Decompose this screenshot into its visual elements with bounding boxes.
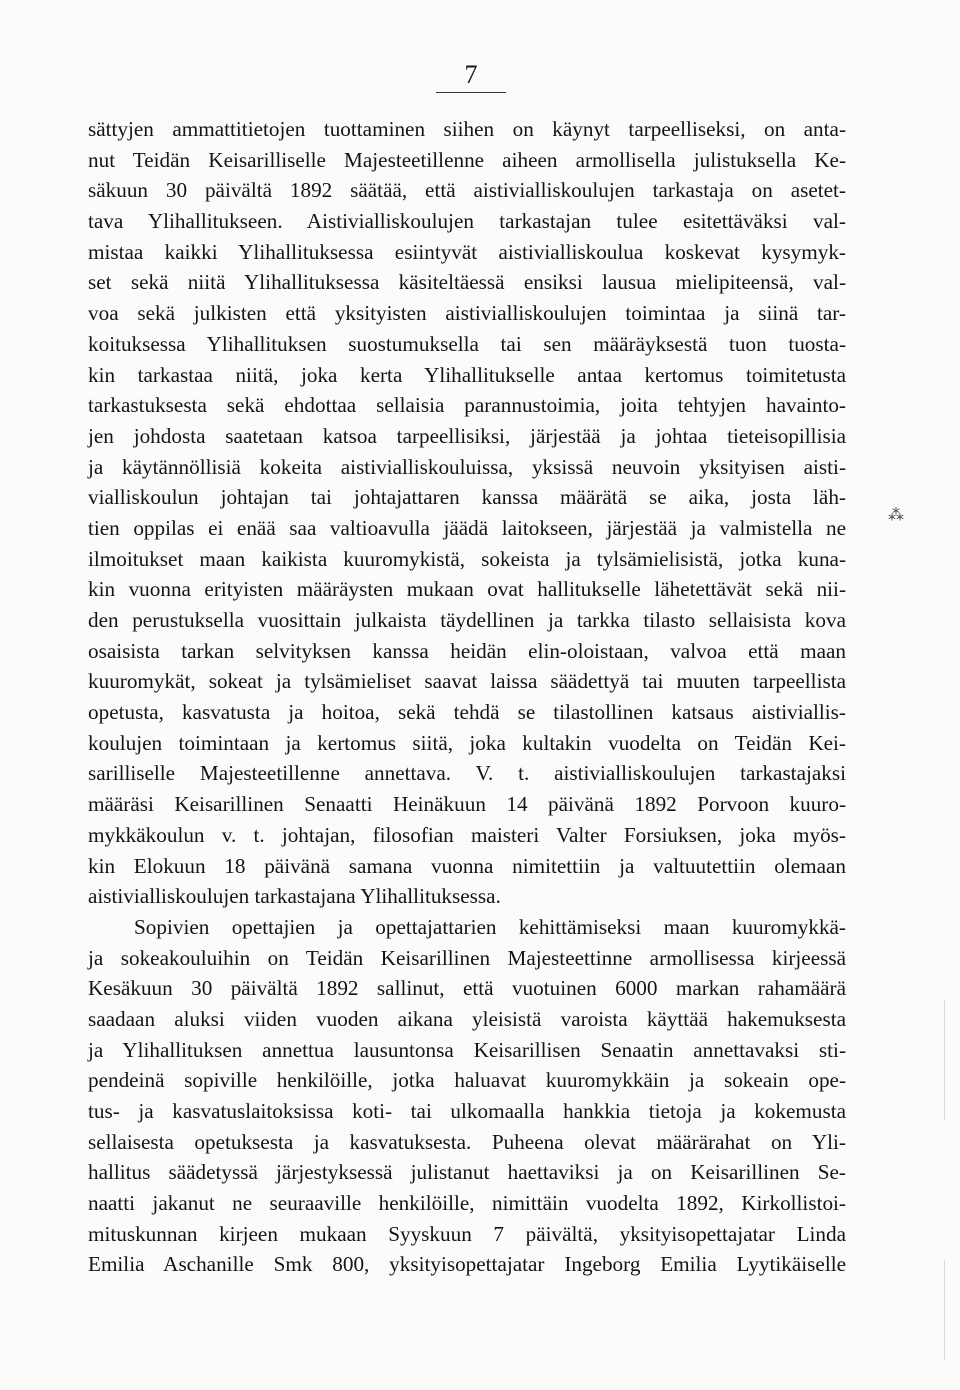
text-line: mistaa kaikki Ylihallituksessa esiintyvät aistivialliskoulua koskevat kysymyk- xyxy=(88,239,846,264)
text-line: säkuun 30 päivältä 1892 säätää, että aistivialliskoulujen tarkastaja on asetet- xyxy=(88,178,846,203)
text-line: tarkastuksesta sekä ehdottaa sellaisia parannustoimia, joita tehtyjen havainto- xyxy=(88,393,846,418)
text-line: tien oppilas ei enää saa valtioavulla jäädä laitokseen, järjestää ja valmistella ne xyxy=(88,515,846,540)
text-line: tus- ja kasvatuslaitoksissa koti- tai ulkomaalla hankkia tietoja ja kokemusta xyxy=(88,1099,846,1123)
text-line: kin tarkastaa niitä, joka kerta Ylihallitukselle antaa kertomus toimitetusta xyxy=(88,362,846,387)
text-line: opetusta, kasvatusta ja hoitoa, sekä tehdä se tilastollinen katsaus aistiviallis- xyxy=(88,700,846,725)
text-line: kin vuonna erityisten määräysten mukaan ovat hallitukselle lähetettävät sekä nii- xyxy=(88,577,846,602)
text-line: ja sokeakouluihin on Teidän Keisarillinen Majesteettinne armollisessa kirjeessä xyxy=(88,945,846,970)
text-line: Sopivien opettajien ja opettajattarien kehittämiseksi maan kuuromykkä- xyxy=(134,914,846,939)
scan-edge-line xyxy=(944,1260,945,1360)
text-line: tava Ylihallitukseen. Aistivialliskoulujen tarkastajan tulee esitettäväksi val- xyxy=(88,209,846,234)
paragraph-1 xyxy=(88,114,846,912)
text-line: ja käytännöllisiä kokeita aistivialliskouluissa, yksissä neuvoin yksityisen aisti- xyxy=(88,454,846,479)
text-line: Kesäkuun 30 päivältä 1892 sallinut, että vuotuinen 6000 markan rahamäärä xyxy=(88,976,846,1001)
text-line: voa sekä julkisten että yksityisten aistivialliskoulujen toimintaa ja siinä tar- xyxy=(88,301,846,326)
text-line: koituksessa Ylihallituksen suostumuksella tai sen määräyksestä tuon tuosta- xyxy=(88,331,846,356)
paragraph-2 xyxy=(88,912,846,1280)
text-line: ja Ylihallituksen annettua lausuntonsa Keisarillisen Senaatin annettavaksi sti- xyxy=(88,1037,846,1062)
text-line: Emilia Aschanille Smk 800, yksityisopettajatar Ingeborg Emilia Lyytikäiselle xyxy=(88,1252,846,1277)
text-line: sättyjen ammattitietojen tuottaminen siihen on käynyt tarpeelliseksi, on anta- xyxy=(88,117,846,141)
text-line: vialliskoulun johtajan tai johtajattaren kanssa määrätä se aika, josta läh- xyxy=(88,485,846,510)
text-line: jen johdosta saatetaan katsoa tarpeellisiksi, järjestää ja johtaa tieteisopillisia xyxy=(88,423,846,448)
text-line: kin Elokuun 18 päivänä samana vuonna nimitettiin ja valtuutettiin olemaan xyxy=(88,853,846,878)
body-text xyxy=(88,114,846,1280)
text-line: kuuromykät, sokeat ja tylsämieliset saavat laissa säädettyä tai muuten tarpeellista xyxy=(88,669,846,694)
text-line: määräsi Keisarillinen Senaatti Heinäkuun 14 päivänä 1892 Porvoon kuuro- xyxy=(88,792,846,817)
text-line: aistivialliskoulujen tarkastajana Ylihallituksessa. xyxy=(88,884,501,909)
scan-edge-line xyxy=(944,1000,945,1120)
text-line: saadaan aluksi viiden vuoden aikana yleisistä varoista käyttää hakemuksesta xyxy=(88,1006,846,1031)
scan-artifact-mark: ⁂ xyxy=(888,505,904,524)
text-line: koulujen toimintaan ja kertomus siitä, joka kultakin vuodelta on Teidän Kei- xyxy=(88,730,846,755)
text-line: osaisista tarkan selvityksen kanssa heidän elin-oloistaan, valvoa että maan xyxy=(88,638,846,663)
page-number: 7 xyxy=(436,58,506,93)
text-line: sellaisesta opetuksesta ja kasvatuksesta. Puheena olevat määrärahat on Yli- xyxy=(88,1129,846,1154)
text-line: mituskunnan kirjeen mukaan Syyskuun 7 päivältä, yksityisopettajatar Linda xyxy=(88,1221,846,1246)
text-line: set sekä niitä Ylihallituksessa käsiteltäessä ensiksi lausua mielipiteensä, val- xyxy=(88,270,846,295)
text-line: den perustuksella vuosittain julkaista täydellinen ja tarkka tilasto sellaisista kova xyxy=(88,608,846,632)
text-line: naatti jakanut ne seuraaville henkilöille, nimittäin vuodelta 1892, Kirkollistoi- xyxy=(88,1191,846,1216)
text-line: hallitus säädetyssä järjestyksessä julistanut haettaviksi ja on Keisarillinen Se- xyxy=(88,1160,846,1185)
text-line: sarilliselle Majesteetillenne annettava. V. t. aistivialliskoulujen tarkastajaksi xyxy=(88,761,846,786)
text-line: ilmoitukset maan kaikista kuuromykistä, sokeista ja tylsämielisistä, jotka kuna- xyxy=(88,546,846,571)
text-line: mykkäkoulun v. t. johtajan, filosofian maisteri Valter Forsiuksen, joka myös- xyxy=(88,822,846,847)
text-line: pendeinä sopiville henkilöille, jotka haluavat kuuromykkäin ja sokeain ope- xyxy=(88,1068,846,1093)
text-line: nut Teidän Keisarilliselle Majesteetillenne aiheen armollisella julistuksella Ke- xyxy=(88,147,846,172)
